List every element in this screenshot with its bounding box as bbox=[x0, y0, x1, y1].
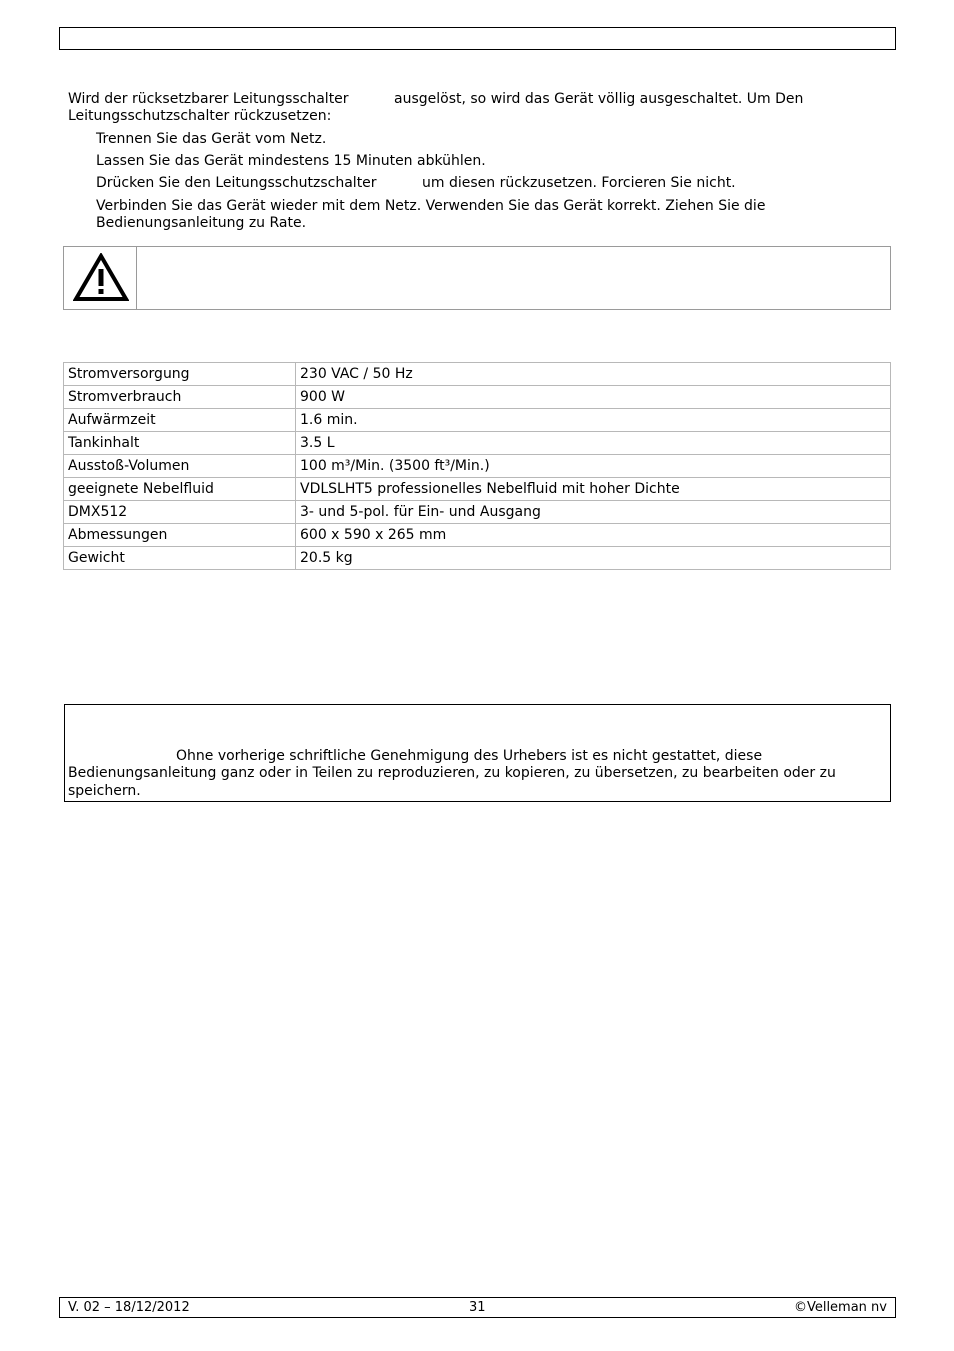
copyright-line2: Bedienungsanleitung ganz oder in Teilen zu reproduzieren, zu kopieren, zu übersetzen, zu bearbeiten oder zu bbox=[68, 765, 836, 781]
spec-label: Tankinhalt bbox=[64, 432, 296, 455]
spec-value: 3- und 5-pol. für Ein- und Ausgang bbox=[296, 501, 891, 524]
spec-value: VDLSLHT5 professionelles Nebelfluid mit hoher Dichte bbox=[296, 478, 891, 501]
reset-text-line1a: Wird der rücksetzbarer Leitungsschalter bbox=[68, 91, 349, 107]
footer-version: V. 02 – 18/12/2012 bbox=[68, 1300, 190, 1315]
spec-value: 900 W bbox=[296, 386, 891, 409]
table-row bbox=[64, 409, 891, 432]
footer-company: ©Velleman nv bbox=[793, 1300, 887, 1315]
spec-label: DMX512 bbox=[64, 501, 296, 524]
reset-text-line1b: ausgelöst, so wird das Gerät völlig ausgeschaltet. Um Den bbox=[394, 91, 804, 107]
spec-value: 3.5 L bbox=[296, 432, 891, 455]
spec-value: 230 VAC / 50 Hz bbox=[296, 363, 891, 386]
warning-box bbox=[63, 246, 891, 310]
table-row bbox=[64, 478, 891, 501]
table-row bbox=[64, 524, 891, 547]
warning-icon-cell bbox=[64, 247, 137, 309]
table-row bbox=[64, 386, 891, 409]
spec-value: 1.6 min. bbox=[296, 409, 891, 432]
reset-step-4-cont: Bedienungsanleitung zu Rate. bbox=[96, 215, 307, 231]
header-box bbox=[59, 27, 896, 50]
reset-step-1: Trennen Sie das Gerät vom Netz. bbox=[96, 131, 327, 147]
spec-label: Aufwärmzeit bbox=[64, 409, 296, 432]
spec-label: Abmessungen bbox=[64, 524, 296, 547]
footer bbox=[59, 1297, 896, 1318]
reset-step-3a: Drücken Sie den Leitungsschutzschalter bbox=[96, 175, 377, 191]
copyright-line1: Ohne vorherige schriftliche Genehmigung des Urhebers ist es nicht gestattet, diese bbox=[176, 748, 763, 764]
spec-value: 100 m³/Min. (3500 ft³/Min.) bbox=[296, 455, 891, 478]
spec-label: Ausstoß-Volumen bbox=[64, 455, 296, 478]
spec-table bbox=[63, 362, 891, 570]
table-row bbox=[64, 455, 891, 478]
copyright-box bbox=[64, 704, 891, 802]
reset-step-4: Verbinden Sie das Gerät wieder mit dem Netz. Verwenden Sie das Gerät korrekt. Ziehen Sie die bbox=[96, 198, 766, 214]
table-row bbox=[64, 363, 891, 386]
spec-label: geeignete Nebelfluid bbox=[64, 478, 296, 501]
warning-triangle-icon bbox=[73, 253, 129, 303]
table-row bbox=[64, 547, 891, 570]
spec-label: Stromversorgung bbox=[64, 363, 296, 386]
spec-label: Gewicht bbox=[64, 547, 296, 570]
reset-step-2: Lassen Sie das Gerät mindestens 15 Minuten abkühlen. bbox=[96, 153, 486, 169]
reset-step-3b: um diesen rückzusetzen. Forcieren Sie nicht. bbox=[422, 175, 736, 191]
footer-page-number: 31 bbox=[469, 1300, 486, 1315]
copyright-line3: speichern. bbox=[68, 783, 141, 799]
reset-text-line2: Leitungsschutzschalter rückzusetzen: bbox=[68, 108, 332, 124]
table-row bbox=[64, 432, 891, 455]
spec-label: Stromverbrauch bbox=[64, 386, 296, 409]
spec-value: 600 x 590 x 265 mm bbox=[296, 524, 891, 547]
spec-value: 20.5 kg bbox=[296, 547, 891, 570]
table-row bbox=[64, 501, 891, 524]
